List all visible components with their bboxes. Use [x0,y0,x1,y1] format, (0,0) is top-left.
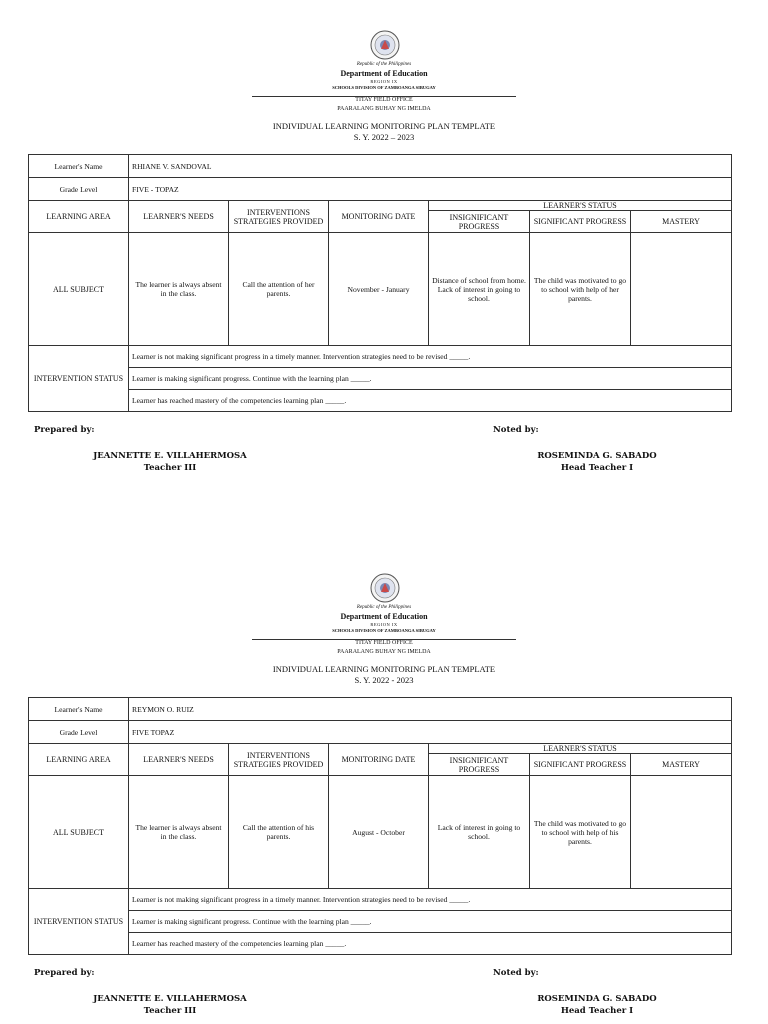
status-option-mastery: Learner has reached mastery of the competencies learning plan _____. [129,390,732,412]
significant-value: The child was motivated to go to school with help of his parents. [530,776,631,889]
significant-header: SIGNIFICANT PROGRESS [530,754,631,776]
noter-title: Head Teacher I [560,463,634,473]
office-line: TITAY FIELD OFFICE [355,640,413,646]
learners-needs-header: LEARNER'S NEEDS [129,744,229,776]
mastery-value [631,233,732,346]
monitoring-table [28,154,732,412]
mastery-header: MASTERY [631,211,732,233]
learners-needs-value: The learner is always absent in the class. [129,776,229,889]
grade-level-value: FIVE - TOPAZ [129,178,732,201]
office-line: TITAY FIELD OFFICE [355,97,413,103]
monitoring-date-header: MONITORING DATE [329,201,429,233]
insignificant-value: Lack of interest in going to school. [429,776,530,889]
learning-area-value: ALL SUBJECT [29,776,129,889]
learner-name-value: REYMON O. RUIZ [129,698,732,721]
learning-area-header: LEARNING AREA [29,744,129,776]
deped-seal-icon [370,573,400,603]
strategy-value: Call the attention of her parents. [229,233,329,346]
deped-seal-icon [370,30,400,60]
monitoring-table [28,697,732,955]
learners-needs-value: The learner is always absent in the class. [129,233,229,346]
insignificant-value: Distance of school from home. Lack of interest in going to school. [429,233,530,346]
mastery-value [631,776,732,889]
intervention-status-label: INTERVENTION STATUS [29,889,129,955]
intervention-status-label: INTERVENTION STATUS [29,346,129,412]
learner-name-label: Learner's Name [29,155,129,178]
republic-line: Republic of the Philippines [356,605,412,610]
interventions-header: INTERVENTIONS STRATEGIES PROVIDED [229,201,329,233]
division-line: SCHOOLS DIVISION OF ZAMBOANGA SIBUGAY [332,85,436,90]
grade-level-label: Grade Level [29,721,129,744]
significant-value: The child was motivated to go to school with help of her parents. [530,233,631,346]
learning-area-header: LEARNING AREA [29,201,129,233]
grade-level-label: Grade Level [29,178,129,201]
status-option-mastery: Learner has reached mastery of the competencies learning plan _____. [129,933,732,955]
preparer-title: Teacher III [143,463,197,473]
monitoring-date-value: November - January [329,233,429,346]
strategy-value: Call the attention of his parents. [229,776,329,889]
preparer-name: JEANNETTE E. VILLAHERMOSA [93,451,247,461]
status-option-revise: Learner is not making significant progress in a timely manner. Intervention strategies need to be revised _____. [129,346,732,368]
mastery-header: MASTERY [631,754,732,776]
noted-by-label: Noted by: [493,425,539,435]
school-line: PAARALANG BUHAY NG IMELDA [337,106,431,112]
noter-name: ROSEMINDA G. SABADO [537,451,657,461]
school-line: PAARALANG BUHAY NG IMELDA [337,649,431,655]
monitoring-date-value: August - October [329,776,429,889]
significant-header: SIGNIFICANT PROGRESS [530,211,631,233]
learners-needs-header: LEARNER'S NEEDS [129,201,229,233]
status-option-revise: Learner is not making significant progress in a timely manner. Intervention strategies need to be revised _____. [129,889,732,911]
plan-block-2 [0,543,768,1023]
plan-block-1 [0,0,768,480]
noter-title: Head Teacher I [560,1006,634,1016]
department-line: Department of Education [340,612,428,621]
noter-name: ROSEMINDA G. SABADO [537,994,657,1004]
preparer-title: Teacher III [143,1006,197,1016]
learners-status-header: LEARNER'S STATUS [429,744,732,754]
learner-name-value: RHIANE V. SANDOVAL [129,155,732,178]
republic-line: Republic of the Philippines [356,62,412,67]
learners-status-header: LEARNER'S STATUS [429,201,732,211]
prepared-by-label: Prepared by: [34,425,95,435]
plan-title: INDIVIDUAL LEARNING MONITORING PLAN TEMPLATE [272,664,496,674]
noted-by-label: Noted by: [493,968,539,978]
school-year: S. Y. 2022 - 2023 [354,675,414,685]
school-year: S. Y. 2022 – 2023 [353,132,415,142]
department-line: Department of Education [340,69,428,78]
status-option-continue: Learner is making significant progress. Continue with the learning plan _____. [129,911,732,933]
status-option-continue: Learner is making significant progress. Continue with the learning plan _____. [129,368,732,390]
preparer-name: JEANNETTE E. VILLAHERMOSA [93,994,247,1004]
division-line: SCHOOLS DIVISION OF ZAMBOANGA SIBUGAY [332,628,436,633]
plan-title: INDIVIDUAL LEARNING MONITORING PLAN TEMPLATE [272,121,496,131]
monitoring-date-header: MONITORING DATE [329,744,429,776]
insignificant-header: INSIGNIFICANT PROGRESS [429,754,530,776]
region-line: REGION IX [370,79,398,84]
region-line: REGION IX [370,622,398,627]
grade-level-value: FIVE TOPAZ [129,721,732,744]
interventions-header: INTERVENTIONS STRATEGIES PROVIDED [229,744,329,776]
insignificant-header: INSIGNIFICANT PROGRESS [429,211,530,233]
learning-area-value: ALL SUBJECT [29,233,129,346]
prepared-by-label: Prepared by: [34,968,95,978]
learner-name-label: Learner's Name [29,698,129,721]
